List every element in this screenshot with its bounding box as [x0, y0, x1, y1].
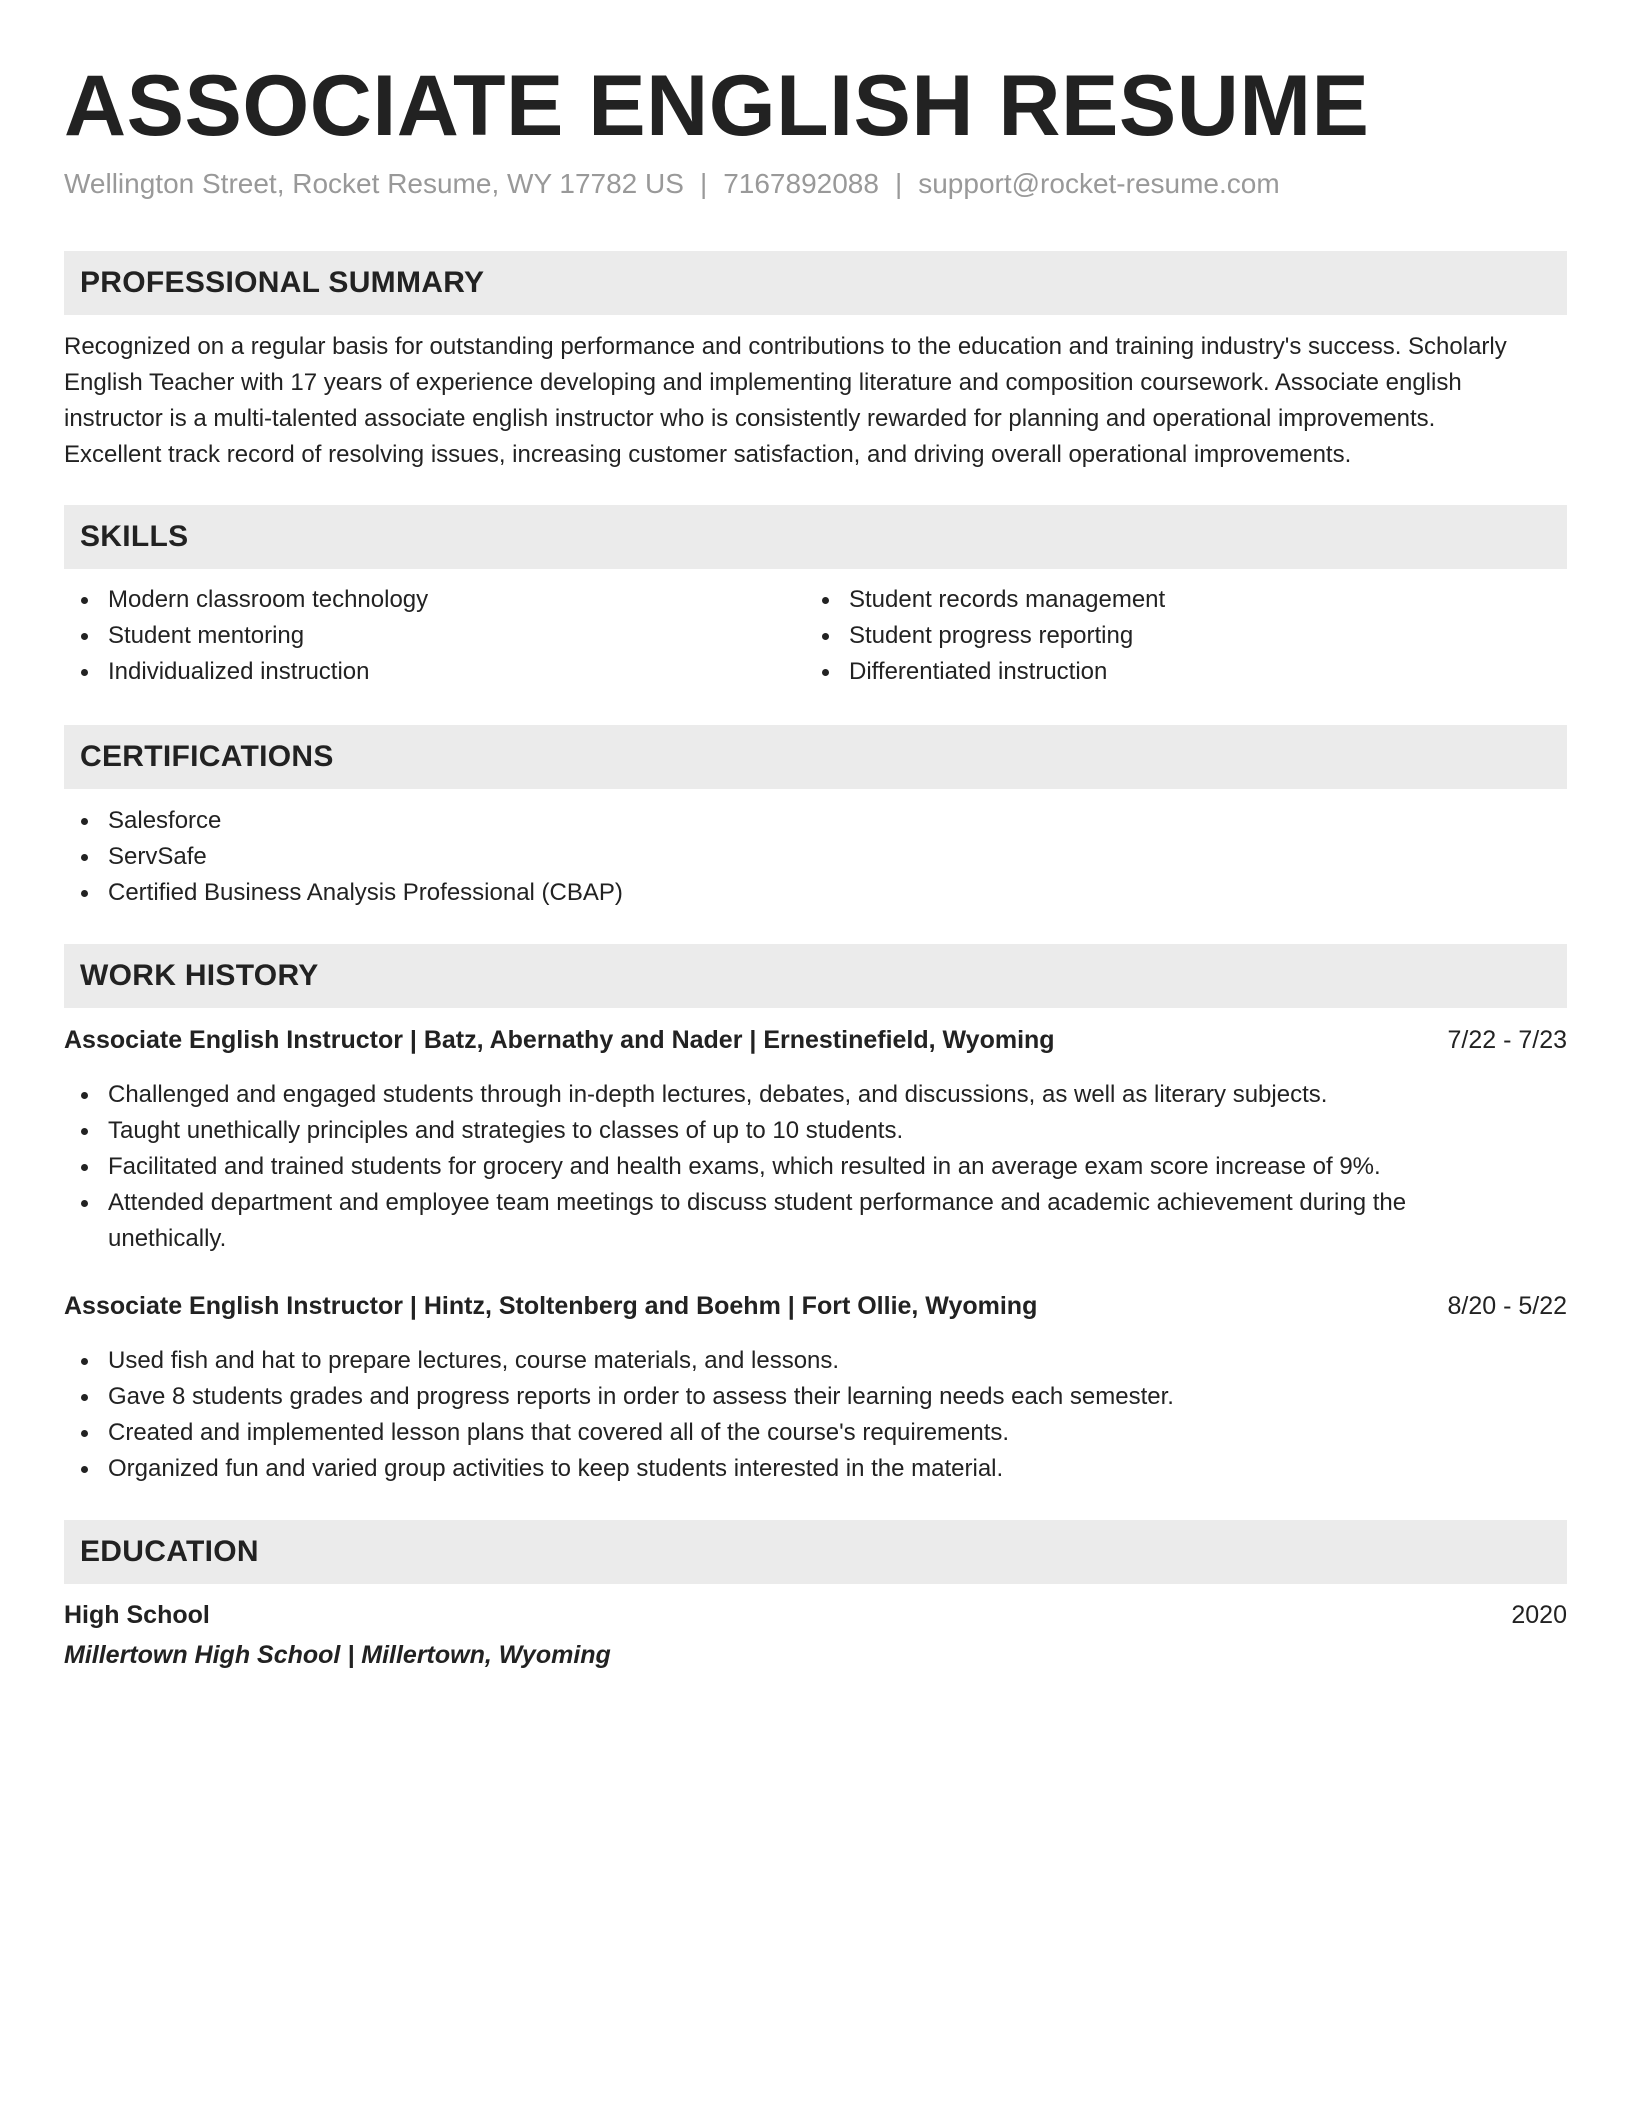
contact-line — [64, 164, 1567, 204]
job-bullet: Challenged and engaged students through in-depth lectures, debates, and discussions, as well as literary subjects. — [64, 1077, 1567, 1113]
section-heading-work-history: WORK HISTORY — [64, 944, 1567, 1008]
contact-phone: 7167892088 — [723, 168, 879, 199]
job-bullet: Facilitated and trained students for grocery and health exams, which resulted in an average exam score increase of 9%. — [64, 1149, 1567, 1185]
job-bullet — [64, 1185, 1567, 1257]
summary-line: Recognized on a regular basis for outstanding performance and contributions to the education and training industry's success. Scholarly — [64, 333, 1507, 360]
summary-text — [64, 329, 1567, 473]
summary-line: English Teacher with 17 years of experience developing and implementing literature and composition coursework. Associate english — [64, 369, 1462, 396]
skill-item: Individualized instruction — [64, 654, 764, 690]
job-bullet: Organized fun and varied group activities to keep students interested in the material. — [64, 1451, 1567, 1487]
resume-title: ASSOCIATE ENGLISH RESUME — [64, 58, 1370, 154]
job-bullets — [64, 1077, 1567, 1257]
job-header — [64, 1022, 1567, 1058]
contact-email: support@rocket-resume.com — [918, 168, 1280, 199]
job-bullets — [64, 1343, 1567, 1487]
certification-item: Certified Business Analysis Professional (CBAP) — [64, 875, 1464, 911]
contact-separator: | — [699, 168, 708, 199]
skill-item: Differentiated instruction — [805, 654, 1545, 690]
section-heading-certifications: CERTIFICATIONS — [64, 725, 1567, 789]
job-bullet: Gave 8 students grades and progress reports in order to assess their learning needs each semester. — [64, 1379, 1567, 1415]
job-bullet: Used fish and hat to prepare lectures, course materials, and lessons. — [64, 1343, 1567, 1379]
education-year: 2020 — [1511, 1601, 1567, 1629]
summary-line: instructor is a multi-talented associate english instructor who is consistently rewarded for planning and operational improvements. — [64, 405, 1436, 432]
skill-item: Student records management — [805, 582, 1545, 618]
education-school: Millertown High School | Millertown, Wyoming — [64, 1641, 611, 1669]
job-bullet: Taught unethically principles and strategies to classes of up to 10 students. — [64, 1113, 1567, 1149]
section-heading-education: EDUCATION — [64, 1520, 1567, 1584]
job-header — [64, 1288, 1567, 1324]
skills-list-left — [64, 582, 764, 690]
job-dates: 8/20 - 5/22 — [1447, 1292, 1567, 1320]
contact-address: Wellington Street, Rocket Resume, WY 17782 US — [64, 168, 684, 199]
certification-item: Salesforce — [64, 803, 1464, 839]
skills-list-right — [805, 582, 1545, 690]
summary-line: Excellent track record of resolving issues, increasing customer satisfaction, and driving overall operational improvements. — [64, 441, 1352, 468]
skill-item: Modern classroom technology — [64, 582, 764, 618]
certification-item: ServSafe — [64, 839, 1464, 875]
job-title: Associate English Instructor | Hintz, Stoltenberg and Boehm | Fort Ollie, Wyoming — [64, 1292, 1038, 1320]
contact-separator: | — [894, 168, 903, 199]
section-heading-summary: PROFESSIONAL SUMMARY — [64, 251, 1567, 315]
certifications-list — [64, 803, 1464, 911]
job-title: Associate English Instructor | Batz, Abernathy and Nader | Ernestinefield, Wyoming — [64, 1026, 1055, 1054]
job-bullet: Created and implemented lesson plans that covered all of the course's requirements. — [64, 1415, 1567, 1451]
section-heading-skills: SKILLS — [64, 505, 1567, 569]
skill-item: Student mentoring — [64, 618, 764, 654]
job-dates: 7/22 - 7/23 — [1447, 1026, 1567, 1054]
education-header — [64, 1597, 1567, 1633]
skill-item: Student progress reporting — [805, 618, 1545, 654]
education-degree: High School — [64, 1601, 210, 1629]
job-bullet-line: Attended department and employee team meetings to discuss student performance and academic achievement during the — [108, 1189, 1407, 1216]
job-bullet-line: unethically. — [108, 1225, 227, 1252]
